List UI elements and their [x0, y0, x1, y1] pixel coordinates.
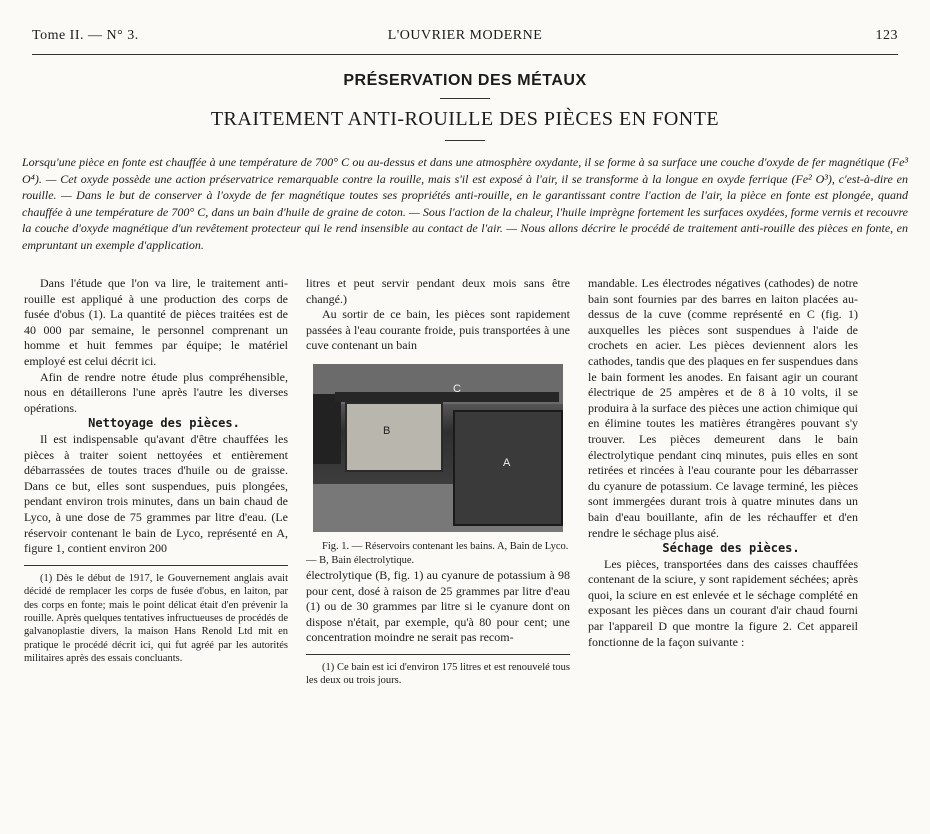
figure-1-photo	[313, 364, 563, 532]
subheading-cleaning: Nettoyage des pièces.	[88, 416, 240, 431]
paragraph: Dans l'étude que l'on va lire, le traitement anti-rouille est appliqué à une production des corps de fusée d'obus (1). La quantité de pièces traitées est de 40 000 par semaine, le personnel comprenant un homme et huit femmes par équipe; le matériel employé est celui décrit ici.	[24, 276, 288, 368]
paragraph: électrolytique (B, fig. 1) au cyanure de potassium à 98 pour cent, dosé à raison de 25 grammes par litre d'eau (1) ou de 30 grammes par litre si le cyanure dont on dispose n'était, par exemple, qu'à 80 pour cent; une concentration moindre ne serait pas recom-	[306, 567, 570, 645]
running-header	[32, 28, 898, 48]
title-divider-2	[445, 140, 485, 141]
paragraph: Au sortir de ce bain, les pièces sont rapidement passées à l'eau courante froide, puis transportées à une cuve contenant un bain	[306, 307, 570, 353]
section-title: PRÉSERVATION DES MÉTAUX	[343, 72, 587, 89]
footnote: (1) Dès le début de 1917, le Gouvernement anglais avait décidé de remplacer les corps de fusée d'obus, en laiton, par des corps en fonte; mais le point délicat était d'en prévenir la rouille. Après quelques tentatives infructueuses de procédés de galvanoplastie divers, la maison Hans Renold Ltd mit en pratique le procédé décrit ici, qui fut agréé par les autorités militaires après des essais concluants.	[24, 572, 288, 665]
column-3	[588, 276, 858, 650]
paragraph: litres et peut servir pendant deux mois sans être changé.)	[306, 276, 570, 306]
footnote: (1) Ce bain est ici d'environ 175 litres et est renouvelé tous les deux ou trois jours.	[306, 661, 570, 687]
page-number: 123	[875, 28, 898, 43]
article-abstract: Lorsqu'une pièce en fonte est chauffée à une température de 700° C ou au-dessus et dans une atmosphère oxydante, il se forme à sa surface une couche d'oxyde de fer magnétique (Fe³ O⁴). — Cet oxyde possède une action préservatrice remarquable contre la rouille, mais s'il est exposé à l'air, il se transforme à la longue en oxyde ferrique (Fe² O³), c'est-à-dire en rouille. — Dans le but de conserver à l'oxyde de fer magnétique toutes ses propriétés anti-rouille, en le garantissant contre l'action de l'air, la pièce en fonte est plongée, quand chauffée à une température de 700° C, dans un bain d'huile de graine de coton. — Sous l'action de la chaleur, l'huile imprègne fortement les surfaces oxydées, forme vernis et recouvre la couche d'oxyde magnétique d'un revêtement protecteur qui le rend insensible au contact de l'air. — Nous allons décrire le procédé de traitement anti-rouille des pièces en fonte, en empruntant un exemple d'application.	[22, 155, 908, 252]
article-title: TRAITEMENT ANTI-ROUILLE DES PIÈCES EN FONTE	[210, 108, 720, 130]
column-2	[306, 276, 570, 688]
volume-number: Tome II. — N° 3.	[32, 28, 139, 43]
footnote-rule	[306, 654, 570, 655]
column-1	[24, 276, 288, 666]
paragraph: Il est indispensable qu'avant d'être chauffées les pièces à traiter soient nettoyées et entièrement débarrassées de toutes traces d'huile ou de graisse. Dans ce but, elles sont suspendues, puis plongées, pendant environ trois minutes, dans un bain chaud de Lyco, à une dose de 75 grammes par litre d'eau. (Le réservoir contenant le bain de Lyco, représenté en A, figure 1, contient environ 200	[24, 431, 288, 556]
paragraph: Les pièces, transportées dans des caisses chauffées contenant de la sciure, y sont rapidement séchées; après quoi, la sciure en est enlevée et le séchage complété en exposant les pièces dans un courant d'air chaud fourni par l'appareil D que montre la figure 2. Cet appareil fonctionne de la façon suivante :	[588, 556, 858, 649]
paragraph: Afin de rendre notre étude plus compréhensible, nous en détaillerons l'une après l'autre les diverses opérations.	[24, 369, 288, 415]
figure-caption: Fig. 1. — Réservoirs contenant les bains. A, Bain de Lyco. — B, Bain électrolytique.	[306, 540, 569, 566]
photo-label-c: C	[453, 382, 461, 395]
title-divider	[440, 98, 490, 99]
subheading-drying: Séchage des pièces.	[662, 541, 800, 556]
footnote-rule	[24, 565, 288, 566]
paragraph: mandable. Les électrodes négatives (cathodes) de notre bain sont fournies par des barres en laiton placées au-dessus de la cuve (comme représenté en C (fig. 1) auxquelles les pièces sont suspendues à l'aide de crochets en acier. Les pièces deviennent alors les cathodes, tandis que des plaques en fer suspendues dans le bain forment les anodes. En faisant agir un courant électrique de 25 ampères et de 8 à 10 volts, il se produira à la surface des pièces une action chimique qui en élimine toutes les matières étrangères pouvant s'y trouver. Les pièces demeurent dans le bain électrolytique pendant cinq minutes, puis elles en sont retirées et rincées à l'eau courante pour les débarrasser du cyanure de potassium. Ce lavage terminé, les pièces sont immergées durant trois à quatre minutes dans un bain d'eau bouillante, afin de les réchauffer et d'en rendre le séchage plus aisé.	[588, 276, 858, 540]
photo-left-equipment	[313, 394, 341, 464]
photo-tank-b	[345, 402, 443, 472]
photo-label-a: A	[503, 456, 511, 469]
header-rule	[32, 54, 898, 55]
photo-label-b: B	[383, 424, 391, 437]
photo-electrode-bars	[335, 392, 559, 402]
journal-name: L'OUVRIER MODERNE	[387, 28, 543, 43]
